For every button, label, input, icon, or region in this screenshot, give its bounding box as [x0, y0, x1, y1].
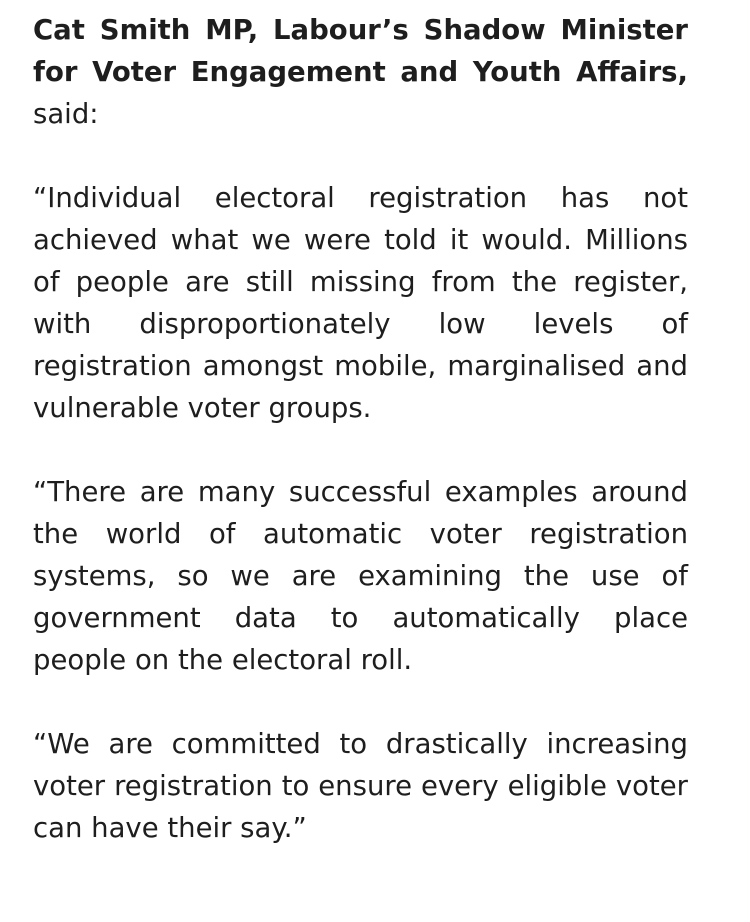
speaker-name: Cat Smith MP, Labour’s Shadow Minister for Voter Engagement and Youth Affairs, [33, 14, 688, 88]
quote-paragraph-3: “We are committed to drastically increasing voter registration to ensure every eligible voter can have their say.” [33, 728, 688, 844]
said-text: said: [33, 98, 99, 130]
quote-paragraph-1: “Individual electoral registration has not achieved what we were told it would. Millions of people are still missing from the register, with disproportionately low levels of registration amongst mobile, marginalised and vulnerable voter groups. [33, 182, 688, 424]
quote-paragraph-2: “There are many successful examples around the world of automatic voter registration systems, so we are examining the use of government data to automatically place people on the electoral roll. [33, 476, 688, 676]
press-statement [33, 9, 688, 849]
statement-intro [33, 9, 688, 135]
